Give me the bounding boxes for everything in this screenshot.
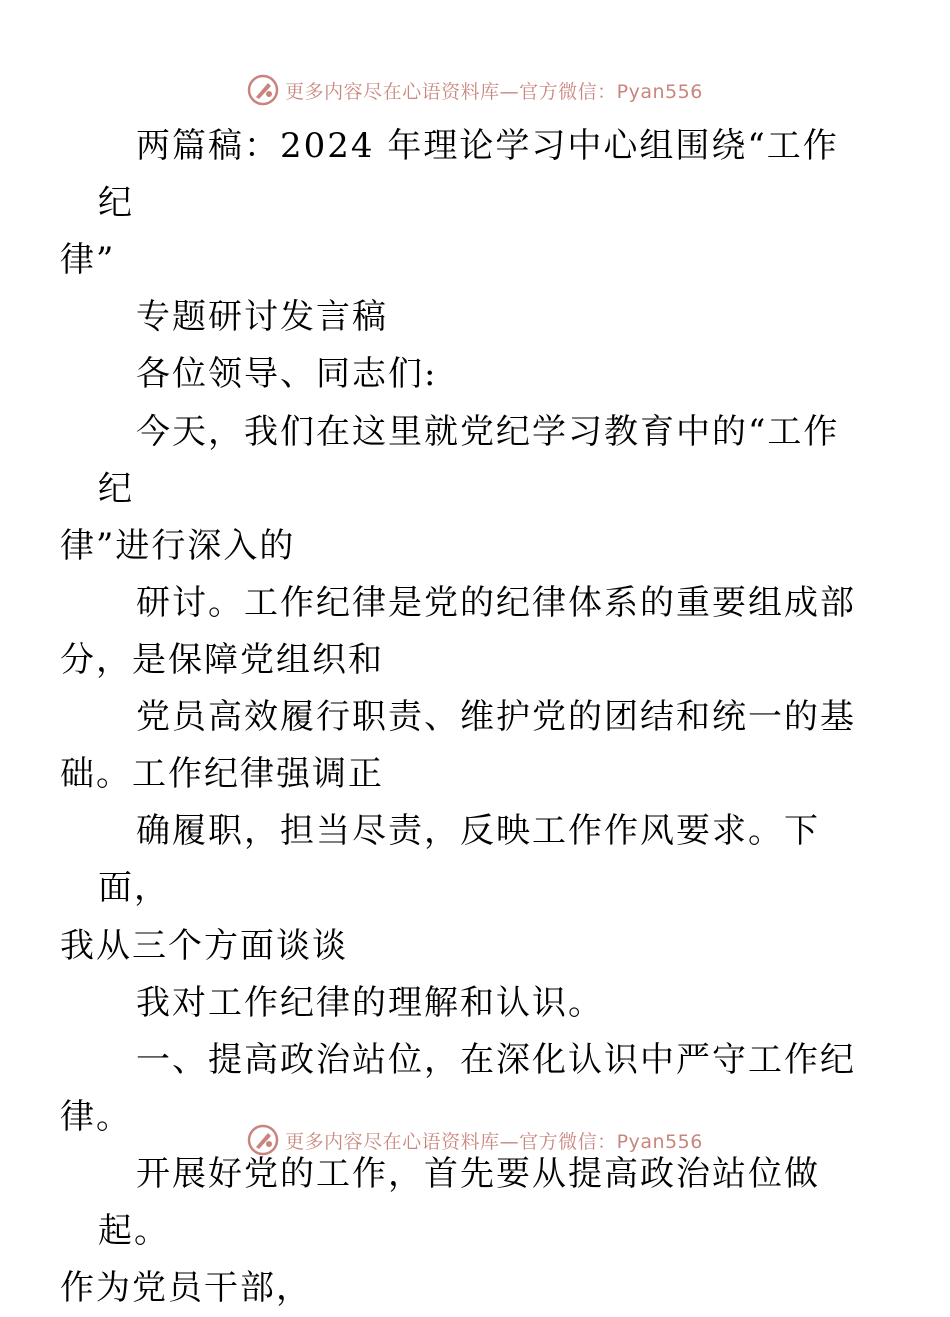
- text-line: 一、提高政治站位，在深化认识中严守工作纪: [136, 1039, 856, 1080]
- paragraph: [60, 404, 858, 575]
- text-line: 开展好党的工作，首先要从提高政治站位做起。: [98, 1153, 820, 1252]
- text-line: 律。: [60, 1096, 132, 1137]
- text-line: 两篇稿：2024 年理论学习中心组围绕“工作纪: [98, 126, 839, 224]
- text-line: 我从三个方面谈谈: [60, 925, 348, 966]
- text-line: 今天，我们在这里就党纪学习教育中的“工作纪: [98, 411, 840, 509]
- quill-logo-icon: [247, 74, 279, 106]
- text-line: 专题研讨发言稿: [136, 297, 388, 338]
- paragraph-subtitle: [98, 289, 858, 346]
- quill-logo-icon: [247, 1124, 279, 1156]
- text-line: 律”进行深入的: [60, 525, 296, 566]
- text-line: 确履职，担当尽责，反映工作作风要求。下面，: [98, 811, 820, 909]
- text-line: 础。工作纪律强调正: [60, 754, 384, 795]
- header-watermark: [0, 70, 950, 110]
- text-line: 分，是保障党组织和: [60, 639, 384, 680]
- text-line: 党员高效履行职责、维护党的团结和统一的基: [136, 697, 856, 738]
- text-line: 律”: [60, 240, 116, 281]
- paragraph-title: [60, 118, 858, 289]
- paragraph: [60, 689, 858, 803]
- paragraph-salutation: [98, 346, 858, 403]
- paragraph: [98, 975, 858, 1032]
- text-line: 各位领导、同志们:: [136, 354, 438, 395]
- footer-watermark: [0, 1120, 950, 1160]
- paragraph: [60, 803, 858, 974]
- paragraph: [60, 1146, 858, 1317]
- paragraph: [60, 575, 858, 689]
- watermark-text: 更多内容尽在心语资料库—官方微信：Pyan556: [285, 1130, 703, 1153]
- text-line: 我对工作纪律的理解和认识。: [136, 982, 604, 1023]
- watermark-text: 更多内容尽在心语资料库—官方微信：Pyan556: [285, 80, 703, 103]
- text-line: 研讨。工作纪律是党的纪律体系的重要组成部: [136, 582, 856, 623]
- text-line: 作为党员干部，: [60, 1268, 312, 1309]
